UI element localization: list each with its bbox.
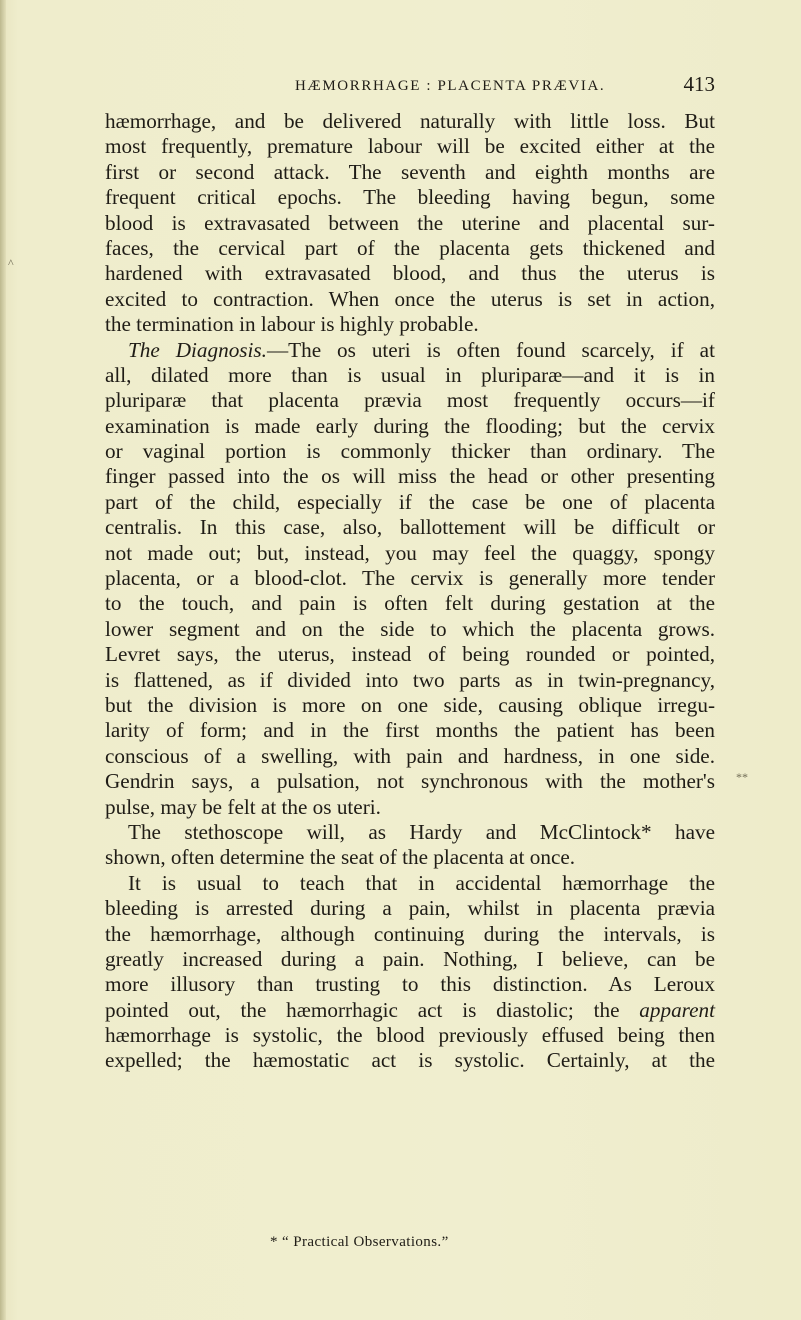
text-line: hæmorrhage is systolic, the blood previously effused being then — [105, 1023, 715, 1048]
text-line: Levret says, the uterus, instead of being rounded or pointed, — [105, 642, 715, 667]
text-line: part of the child, especially if the case be one of placenta — [105, 489, 715, 514]
text-line: examination is made early during the flooding; but the cervix — [105, 413, 715, 438]
page-number: 413 — [683, 72, 715, 96]
text-line: pluriparæ that placenta prævia most frequently occurs—if — [105, 388, 715, 413]
text-line: the termination in labour is highly probable. — [105, 312, 479, 337]
text-line: is flattened, as if divided into two parts as in twin-pregnancy, — [105, 667, 715, 692]
text-line — [105, 338, 715, 363]
text-line: more illusory than trusting to this distinction. As Leroux — [105, 972, 715, 997]
text-line: Gendrin says, a pulsation, not synchronous with the mother's — [105, 769, 715, 794]
footnote: * “ Practical Observations.” — [270, 1234, 449, 1250]
text-line: blood is extravasated between the uterine and placental sur- — [105, 210, 715, 235]
text-line: pulse, may be felt at the os uteri. — [105, 794, 381, 819]
text-line: placenta, or a blood-clot. The cervix is generally more tender — [105, 566, 715, 591]
page-edge — [0, 0, 6, 1320]
text-line: hardened with extravasated blood, and thus the uterus is — [105, 261, 715, 286]
text-line: expelled; the hæmostatic act is systolic. Certainly, at the — [105, 1048, 715, 1073]
text-line: lower segment and on the side to which the placenta grows. — [105, 616, 715, 641]
running-head: HÆMORRHAGE : PLACENTA PRÆVIA. — [295, 78, 606, 94]
margin-mark: ^ — [8, 256, 14, 270]
text-line: larity of form; and in the first months the patient has been — [105, 718, 715, 743]
text-span: —The os uteri is often found scarcely, if at — [266, 337, 715, 362]
text-line: centralis. In this case, also, ballottement will be difficult or — [105, 515, 715, 540]
section-heading-diagnosis: The Diagnosis. — [128, 337, 267, 362]
margin-mark: ** — [736, 770, 748, 784]
text-line: first or second attack. The seventh and eighth months are — [105, 159, 715, 184]
text-line: finger passed into the os will miss the head or other presenting — [105, 464, 715, 489]
text-line: faces, the cervical part of the placenta gets thickened and — [105, 235, 715, 260]
text-line: bleeding is arrested during a pain, whilst in placenta prævia — [105, 896, 715, 921]
text-line: the hæmorrhage, although continuing during the intervals, is — [105, 921, 715, 946]
text-line: to the touch, and pain is often felt during gestation at the — [105, 591, 715, 616]
page-header — [105, 68, 715, 98]
text-line: greatly increased during a pain. Nothing, I believe, can be — [105, 946, 715, 971]
body-text — [105, 109, 715, 1074]
text-line: not made out; but, instead, you may feel the quaggy, spongy — [105, 540, 715, 565]
emphasis-apparent: apparent — [639, 997, 715, 1022]
text-line: conscious of a swelling, with pain and hardness, in one side. — [105, 743, 715, 768]
text-line: excited to contraction. When once the uterus is set in action, — [105, 286, 715, 311]
text-line: or vaginal portion is commonly thicker than ordinary. The — [105, 439, 715, 464]
text-span: pointed out, the hæmorrhagic act is diastolic; the — [105, 997, 620, 1022]
text-line: most frequently, premature labour will be excited either at the — [105, 134, 715, 159]
text-line: It is usual to teach that in accidental hæmorrhage the — [128, 870, 715, 895]
text-line: The stethoscope will, as Hardy and McClintock* have — [128, 819, 715, 844]
text-line: frequent critical epochs. The bleeding having begun, some — [105, 185, 715, 210]
text-line: shown, often determine the seat of the placenta at once. — [105, 845, 576, 870]
text-line: but the division is more on one side, causing oblique irregu- — [105, 692, 715, 717]
text-line: all, dilated more than is usual in pluriparæ—and it is in — [105, 362, 715, 387]
text-line: hæmorrhage, and be delivered naturally with little loss. But — [105, 109, 715, 133]
text-line — [105, 998, 715, 1023]
